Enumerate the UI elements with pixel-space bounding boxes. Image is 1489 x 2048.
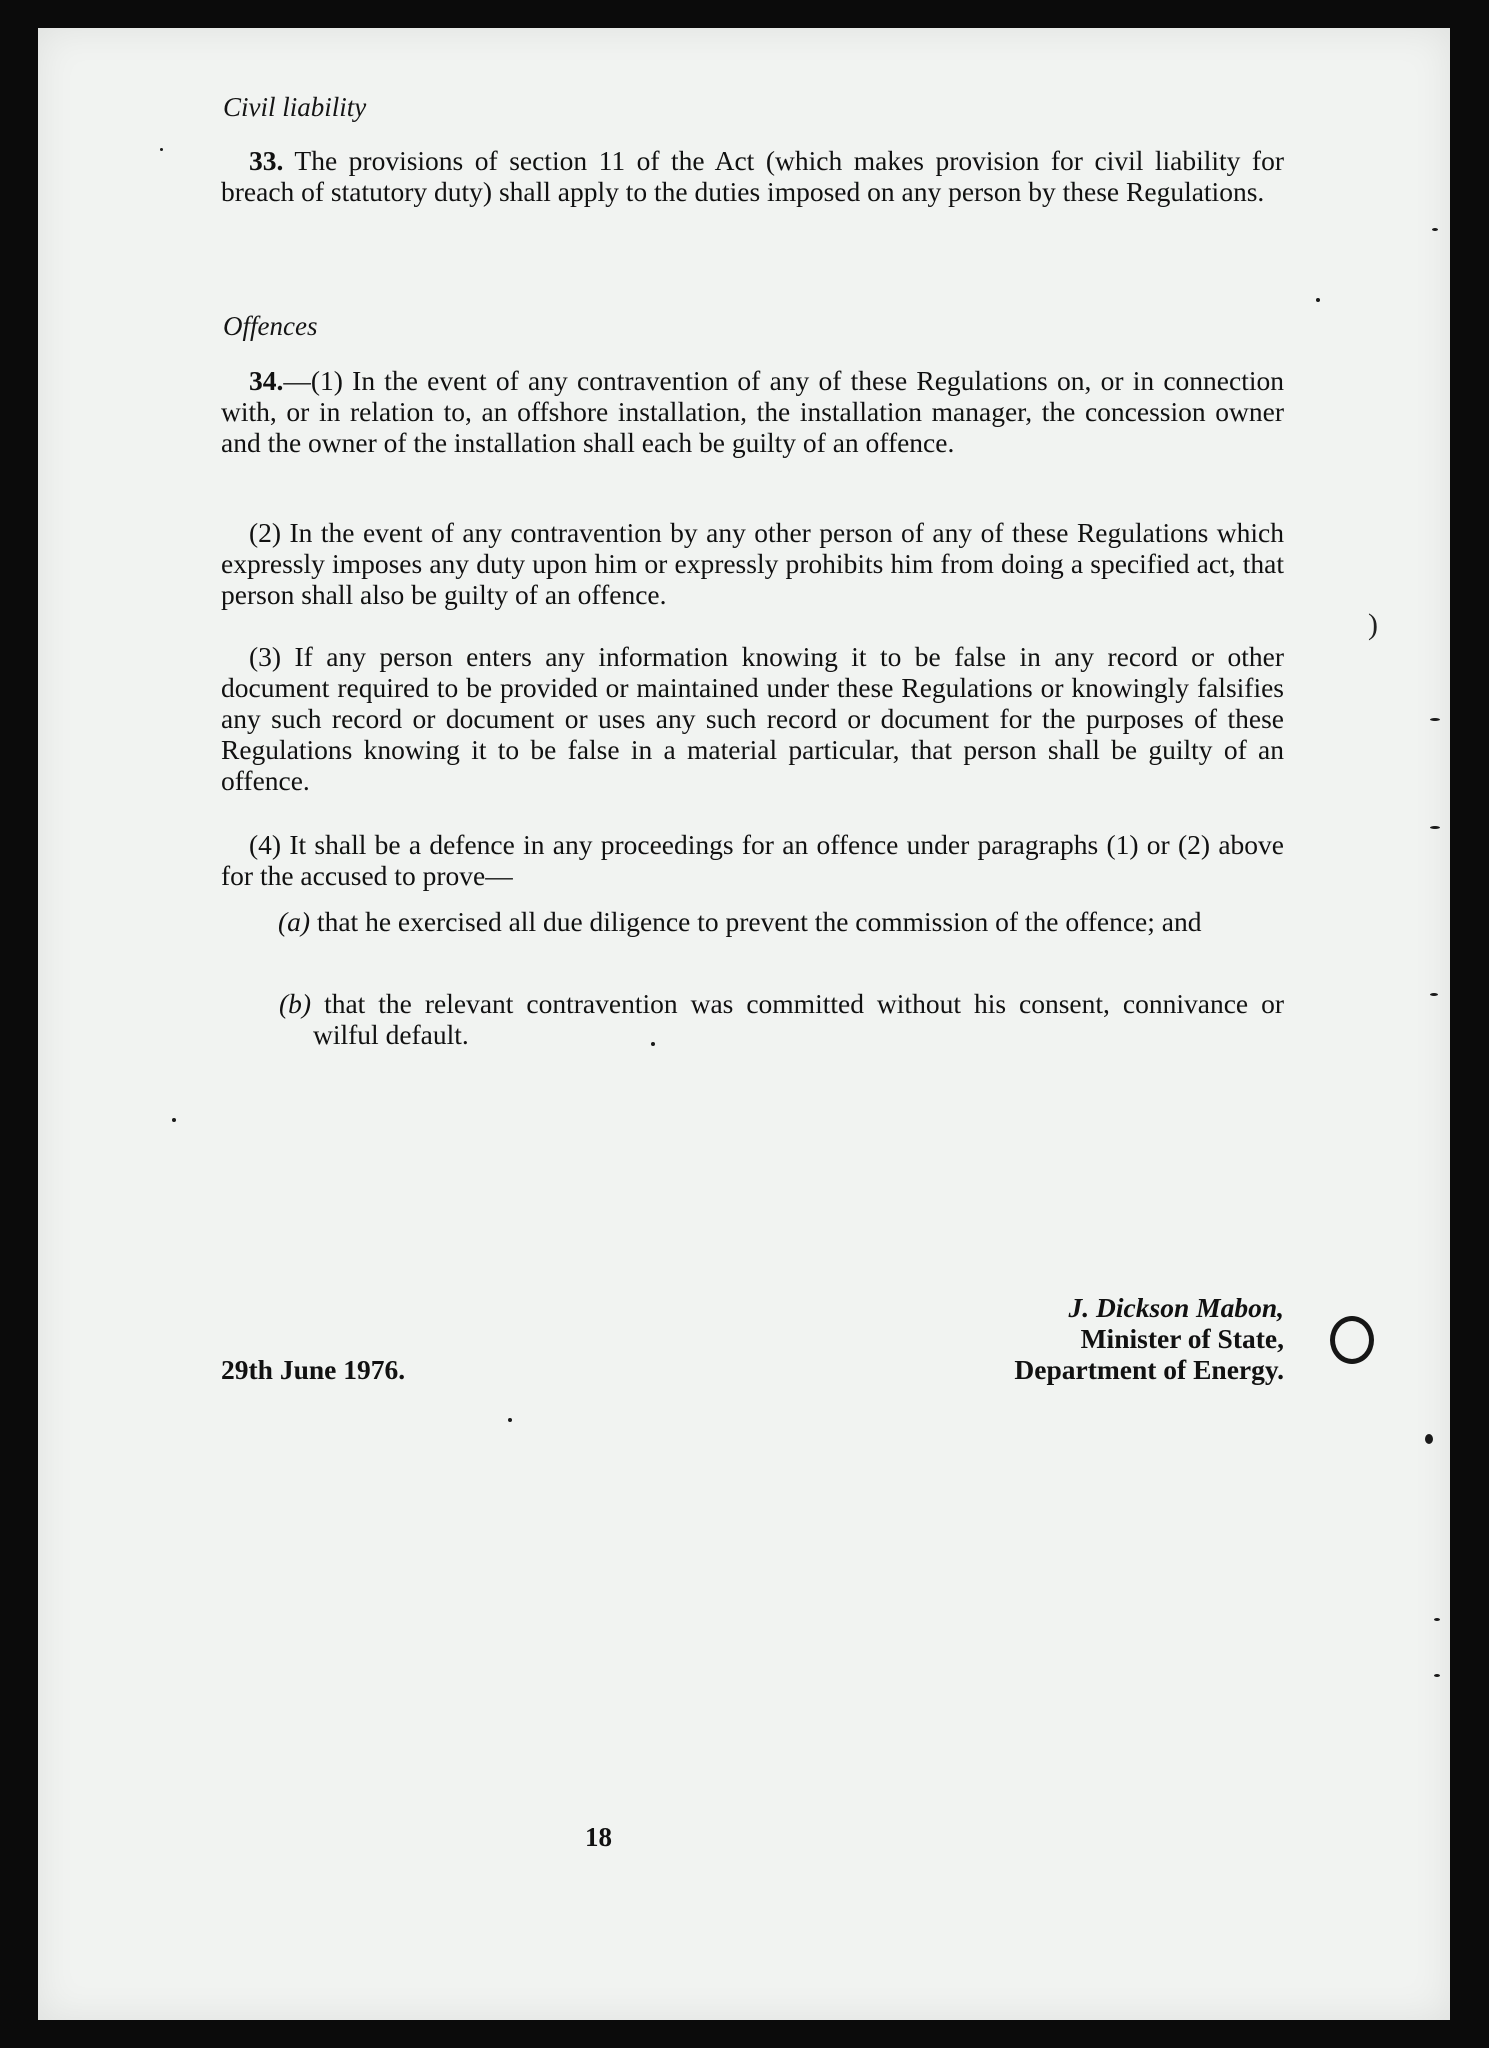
paragraph-34-2: (2) In the event of any contravention by any other person of any of these Regulations which expressly imposes any duty upon him or expressly prohibits him from doing a specified act, that person shall also be guilty of an offence. — [221, 517, 1284, 610]
scan-speck — [1434, 1674, 1440, 1677]
list-item-b-text: that the relevant contravention was committed without his consent, connivance or wilful default. — [311, 988, 1284, 1050]
signatory-name: J. Dickson Mabon, — [1068, 1292, 1284, 1323]
signature-date: 29th June 1976. — [221, 1354, 406, 1385]
scan-speck — [160, 148, 163, 151]
paragraph-34-number: 34. — [249, 365, 284, 396]
scan-speck — [1434, 1618, 1440, 1621]
scan-speck — [508, 1418, 512, 1422]
signatory-title: Minister of State, — [1080, 1323, 1284, 1354]
punch-hole-mark — [1330, 1316, 1374, 1364]
scan-speck — [1432, 228, 1438, 231]
scan-speck — [1425, 1434, 1433, 1444]
document-page — [38, 28, 1450, 2020]
list-item-a-text: that he exercised all due diligence to prevent the commission of the offence; and — [310, 906, 1202, 937]
scan-speck — [1430, 826, 1440, 829]
scan-speck — [1316, 298, 1320, 302]
paragraph-33-text: The provisions of section 11 of the Act (which makes provision for civil liability for breach of statutory duty) shall apply to the duties imposed on any person by these Regulations. — [221, 145, 1284, 207]
page-number: 18 — [585, 1822, 612, 1852]
scan-speck — [1430, 718, 1440, 721]
paragraph-34-3: (3) If any person enters any information knowing it to be false in any record or other document required to be provided or maintained under these Regulations or knowingly falsifies any such record or document or uses any such record or document for the purposes of these Regulations knowing it to be false in a material particular, that person shall be guilty of an offence. — [221, 641, 1284, 796]
section-heading-civil-liability: Civil liability — [223, 92, 367, 122]
paragraph-34-1-text: —(1) In the event of any contravention of any of these Regulations on, or in connection with, or in relation to, an offshore installation, the installation manager, the concession owner and the owner of the installation shall each be guilty of an offence. — [221, 365, 1284, 458]
list-item-a — [221, 906, 1284, 937]
list-item-b — [279, 988, 1284, 1050]
paragraph-33-number: 33. — [249, 145, 284, 176]
section-heading-offences: Offences — [223, 311, 318, 341]
list-item-a-label: (a) — [278, 906, 311, 937]
scan-speck — [172, 1118, 176, 1122]
paragraph-34-1 — [221, 365, 1284, 458]
signatory-department: Department of Energy. — [1014, 1354, 1284, 1385]
list-item-b-label: (b) — [279, 988, 312, 1019]
paragraph-33 — [221, 145, 1284, 207]
margin-mark: ) — [1368, 608, 1378, 641]
scan-speck — [651, 1042, 655, 1046]
signature-block — [1014, 1292, 1284, 1385]
scan-speck — [1430, 993, 1438, 996]
paragraph-34-4: (4) It shall be a defence in any proceedings for an offence under paragraphs (1) or (2) above for the accused to prove— — [221, 829, 1284, 891]
